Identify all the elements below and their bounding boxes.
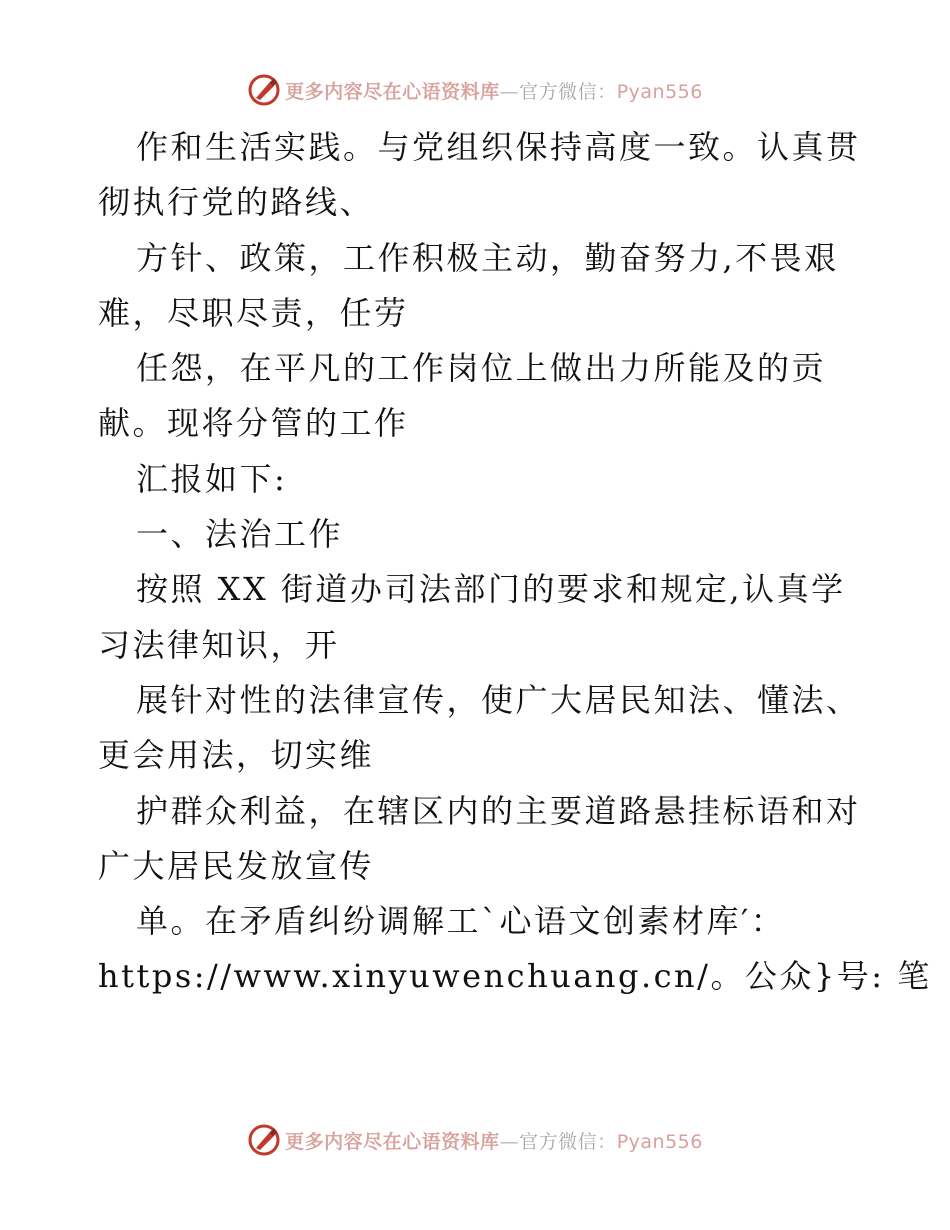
body-line: 单。在矛盾纠纷调解工`心语文创素材库′： — [136, 902, 786, 941]
body-line: 汇报如下: — [136, 459, 288, 498]
body-line-url: https://www.xinyuwenchuang.cn/。公众}号: 笔 — [98, 957, 932, 996]
body-line: 护群众利益，在辖区内的主要道路悬挂标语和对 — [136, 791, 861, 830]
body-line: 习法律知识，开 — [98, 625, 340, 664]
body-line: 作和生活实践。与党组织保持高度一致。认真贯 — [136, 128, 861, 166]
footer-dash: — — [499, 1130, 520, 1153]
section-heading: 一、法治工作 — [136, 515, 344, 554]
header-dash: — — [499, 80, 520, 103]
body-line: 更会用法，切实维 — [98, 736, 375, 775]
pen-logo-icon — [247, 73, 281, 107]
body-line: 任怨，在平凡的工作岗位上做出力所能及的贡 — [136, 349, 827, 388]
body-line: 按照 XX 街道办司法部门的要求和规定,认真学 — [136, 570, 846, 609]
body-line: 广大居民发放宣传 — [98, 846, 375, 885]
body-line: 展针对性的法律宣传，使广大居民知法、懂法、 — [136, 680, 861, 719]
header-wechat-label: 官方微信： — [519, 80, 617, 103]
body-line: 方针、政策，工作积极主动，勤奋努力,不畏艰 — [136, 238, 839, 277]
header-banner — [0, 70, 950, 110]
body-line: 献。现将分管的工作 — [98, 404, 409, 443]
footer-banner-text — [285, 1127, 703, 1154]
footer-wechat-account: Pyan556 — [616, 1130, 703, 1153]
body-line: 彻执行党的路线、 — [98, 183, 375, 222]
footer-banner — [0, 1120, 950, 1160]
header-wechat-account: Pyan556 — [616, 80, 703, 103]
document-body — [98, 120, 932, 1005]
header-site-name: 更多内容尽在心语资料库 — [285, 80, 500, 103]
header-banner-text — [285, 77, 703, 104]
footer-site-name: 更多内容尽在心语资料库 — [285, 1130, 500, 1153]
pen-logo-icon — [247, 1123, 281, 1157]
footer-wechat-label: 官方微信： — [519, 1130, 617, 1153]
body-line: 难，尽职尽责，任劳 — [98, 293, 409, 332]
